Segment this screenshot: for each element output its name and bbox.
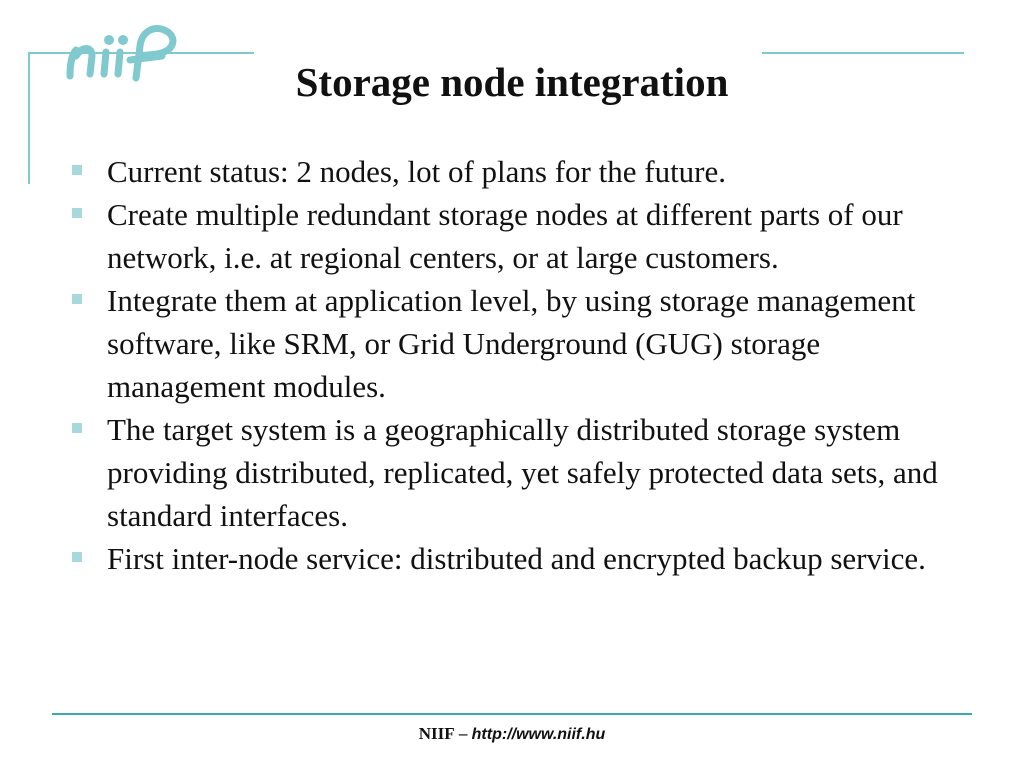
footer-url-link[interactable]: http://www.niif.hu bbox=[471, 726, 606, 743]
footer-separator: – bbox=[458, 724, 468, 743]
bullet-square-icon bbox=[72, 165, 82, 175]
bullet-item bbox=[70, 279, 970, 408]
footer bbox=[0, 724, 1024, 744]
footer-divider bbox=[52, 713, 972, 715]
bullet-text: Current status: 2 nodes, lot of plans for the future. bbox=[107, 154, 727, 189]
bullet-square-icon bbox=[72, 208, 82, 218]
bullet-item bbox=[70, 193, 970, 279]
slide-title: Storage node integration bbox=[295, 59, 729, 105]
bullet-item bbox=[70, 537, 970, 580]
frame-line-top-right bbox=[762, 52, 964, 54]
bullet-text: Create multiple redundant storage nodes at different parts of our network, i.e. at regional centers, or at large customers. bbox=[107, 197, 903, 275]
bullet-text: The target system is a geographically distributed storage system providing distributed, replicated, yet safely protected data sets, and standard interfaces. bbox=[107, 412, 938, 533]
bullet-text: Integrate them at application level, by using storage management software, like SRM, or Grid Underground (GUG) storage management modules. bbox=[107, 283, 916, 404]
bullet-square-icon bbox=[72, 552, 82, 562]
bullet-item bbox=[70, 150, 970, 193]
bullet-item bbox=[70, 408, 970, 537]
footer-org: NIIF bbox=[418, 724, 455, 743]
bullet-square-icon bbox=[72, 423, 82, 433]
bullet-text: First inter-node service: distributed and encrypted backup service. bbox=[107, 541, 926, 576]
bullet-list bbox=[70, 150, 970, 580]
bullet-square-icon bbox=[72, 294, 82, 304]
